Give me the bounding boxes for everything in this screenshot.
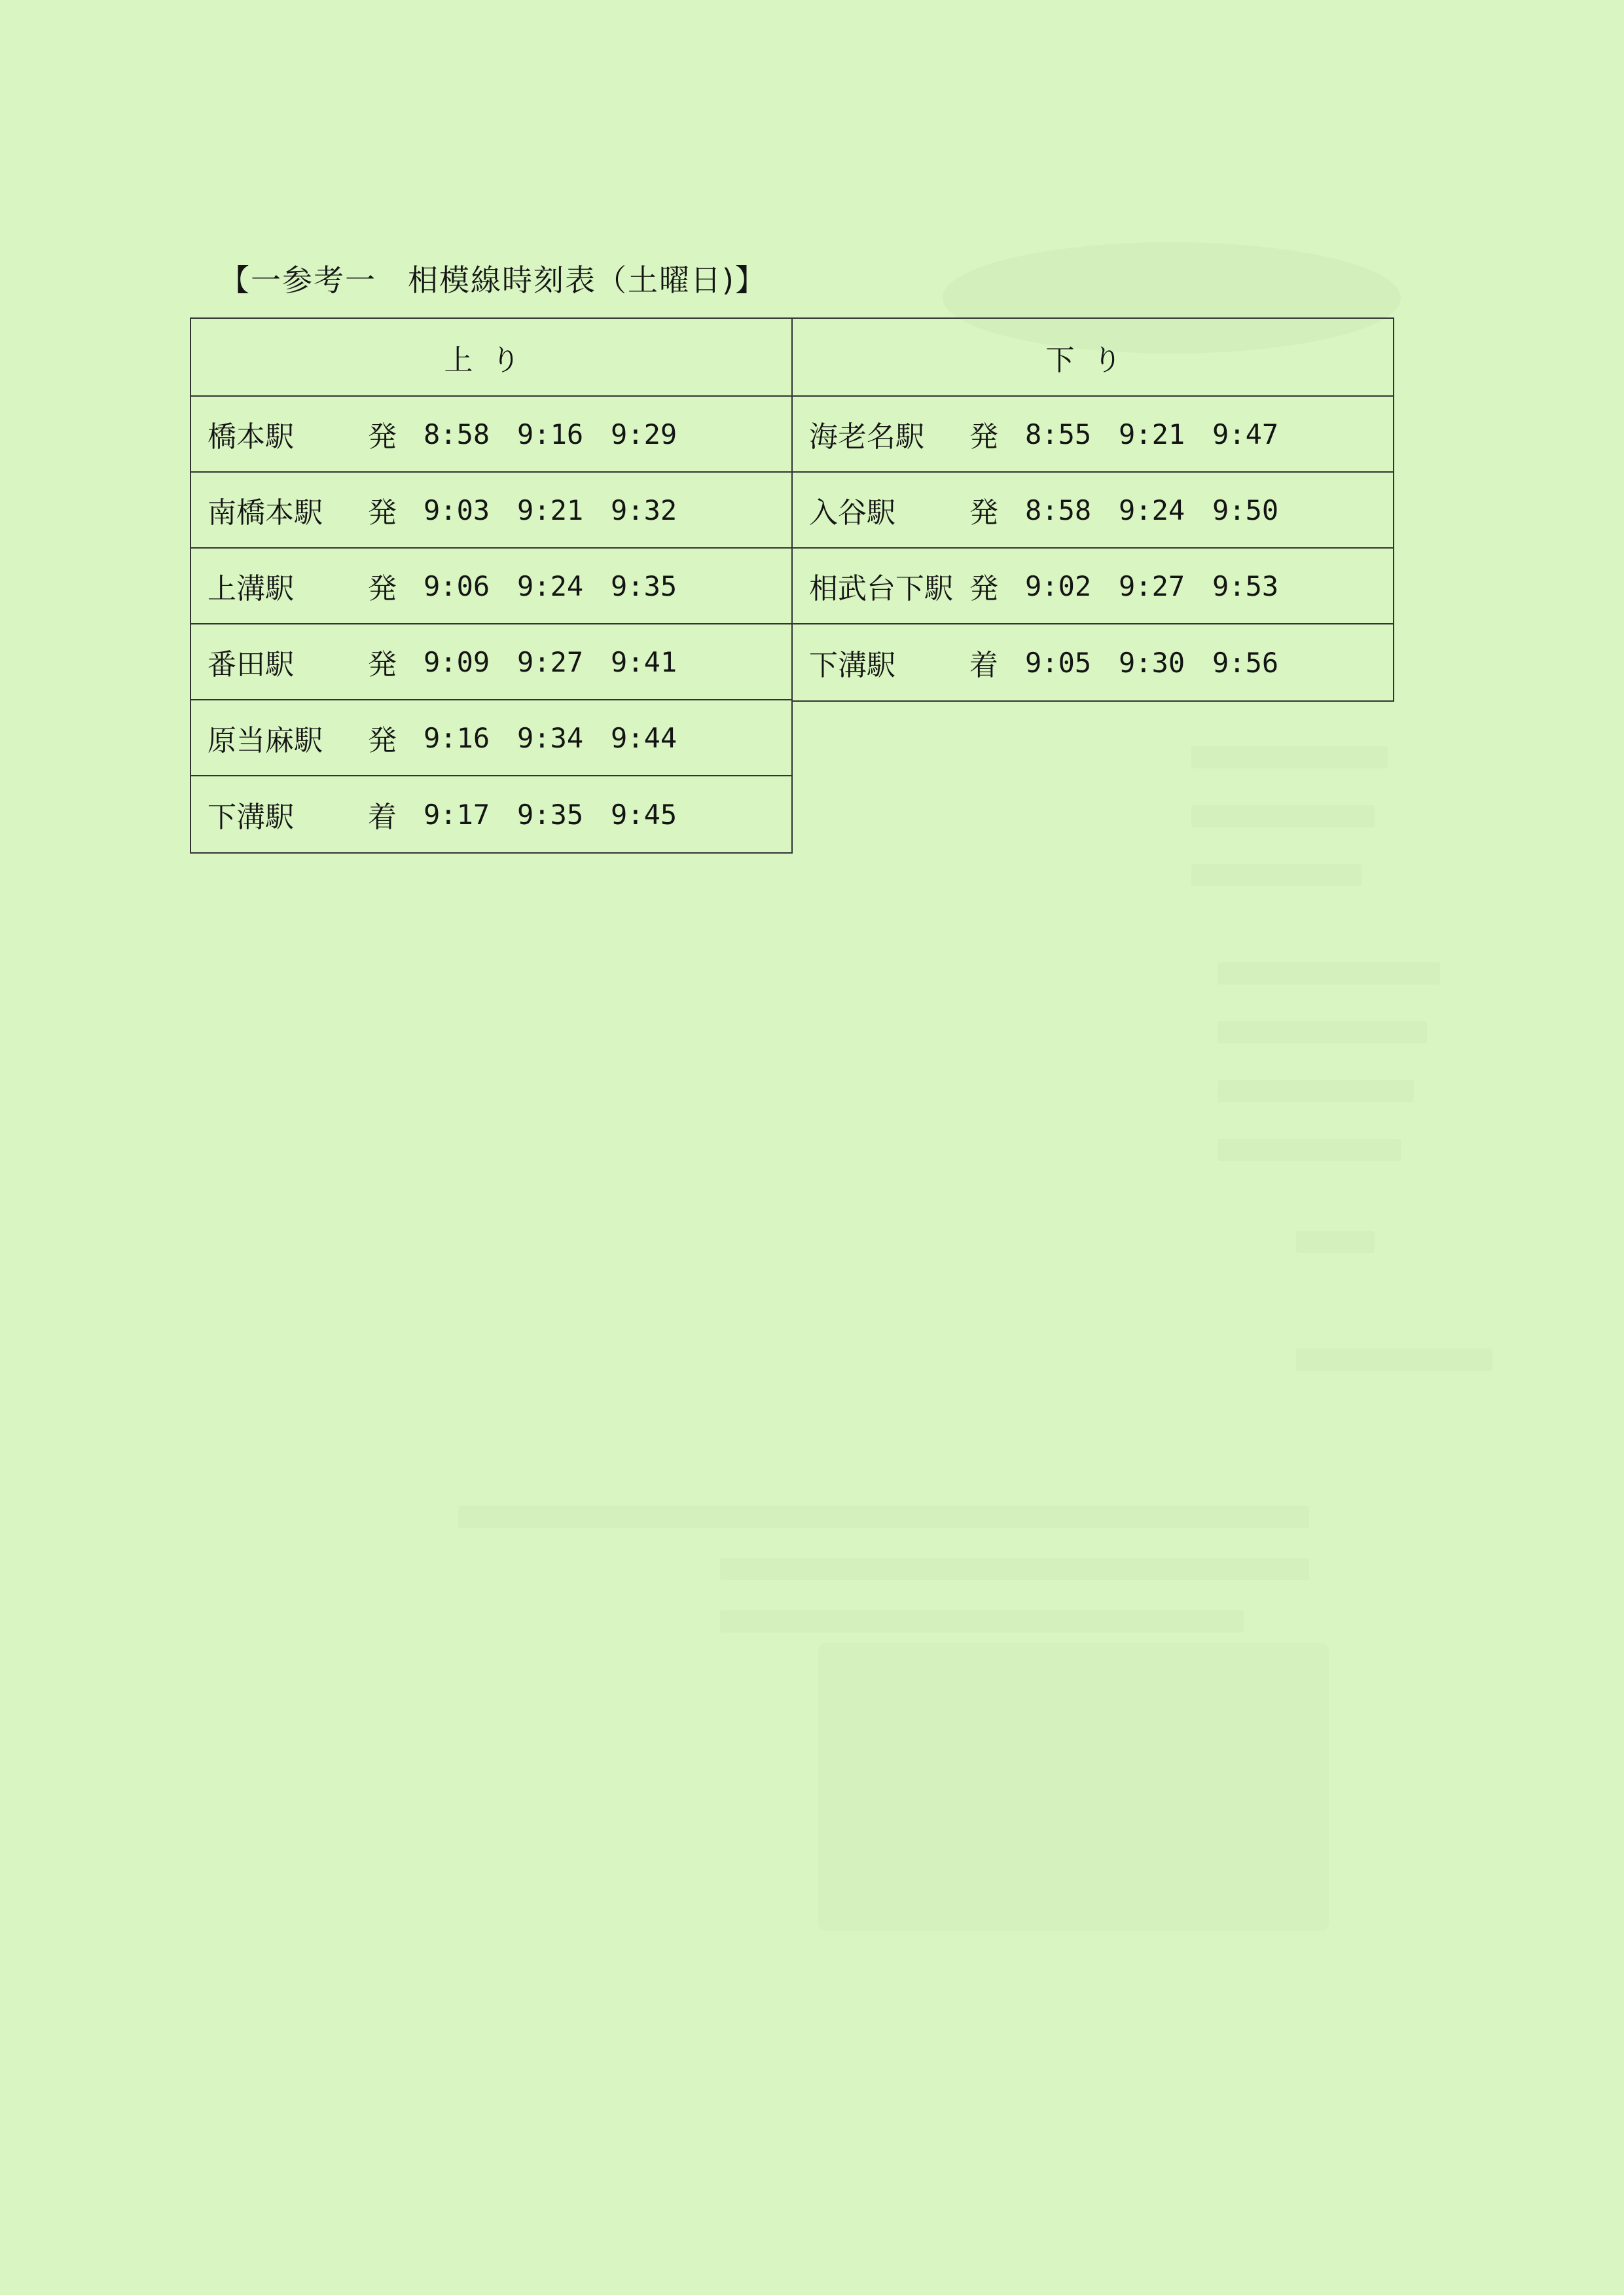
train-time: 8:58 [1025, 494, 1092, 526]
timetable-down [791, 317, 1394, 702]
train-time: 9:29 [611, 418, 677, 450]
train-time: 9:35 [611, 569, 677, 602]
timetable-down-header: 下り [793, 319, 1393, 397]
station-name: 南橋本駅 [208, 496, 323, 530]
timetable-up [190, 317, 793, 854]
train-time: 9:06 [424, 569, 490, 602]
timetable-row [191, 473, 791, 549]
departure-arrival-type: 発 [969, 572, 998, 605]
departure-arrival-type: 着 [969, 649, 998, 682]
page-title: 【一参考一 相模線時刻表（土曜日)】 [219, 262, 767, 298]
train-time: 9:27 [517, 645, 584, 678]
timetable-row [793, 473, 1393, 549]
train-time: 9:24 [517, 569, 584, 602]
background-photo-show-through [818, 1643, 1329, 1931]
timetable-row [191, 776, 791, 852]
timetable-row [793, 624, 1393, 700]
departure-arrival-type: 発 [368, 496, 397, 530]
train-time: 9:45 [611, 798, 677, 831]
train-time: 9:17 [424, 798, 490, 831]
timetable-row [191, 397, 791, 473]
departure-arrival-type: 発 [368, 420, 397, 454]
train-time: 9:16 [517, 418, 584, 450]
departure-arrival-type: 発 [969, 496, 998, 530]
station-name: 入谷駅 [809, 496, 895, 530]
timetable-row [793, 397, 1393, 473]
train-time: 9:47 [1212, 418, 1279, 450]
timetable-row [191, 549, 791, 624]
station-name: 下溝駅 [809, 649, 895, 682]
timetable-up-header: 上り [191, 319, 791, 397]
train-time: 9:41 [611, 645, 677, 678]
train-time: 9:21 [1119, 418, 1185, 450]
train-time: 9:53 [1212, 569, 1279, 602]
train-time: 9:05 [1025, 646, 1092, 679]
station-name: 海老名駅 [809, 420, 924, 454]
departure-arrival-type: 発 [969, 420, 998, 454]
timetable-row [191, 700, 791, 776]
station-name: 番田駅 [208, 648, 294, 681]
train-time: 8:58 [424, 418, 490, 450]
departure-arrival-type: 発 [368, 724, 397, 757]
station-name: 下溝駅 [208, 801, 294, 834]
timetable-row [793, 549, 1393, 624]
train-time: 9:44 [611, 721, 677, 754]
train-time: 9:30 [1119, 646, 1185, 679]
train-time: 9:03 [424, 494, 490, 526]
departure-arrival-type: 着 [368, 801, 397, 834]
train-time: 9:02 [1025, 569, 1092, 602]
train-time: 9:09 [424, 645, 490, 678]
departure-arrival-type: 発 [368, 572, 397, 605]
station-name: 相武台下駅 [809, 572, 953, 605]
train-time: 9:21 [517, 494, 584, 526]
station-name: 橋本駅 [208, 420, 294, 454]
train-time: 9:24 [1119, 494, 1185, 526]
train-time: 9:34 [517, 721, 584, 754]
train-time: 8:55 [1025, 418, 1092, 450]
train-time: 9:50 [1212, 494, 1279, 526]
train-time: 9:35 [517, 798, 584, 831]
train-time: 9:32 [611, 494, 677, 526]
timetable-row [191, 624, 791, 700]
train-time: 9:16 [424, 721, 490, 754]
station-name: 原当麻駅 [208, 724, 323, 757]
station-name: 上溝駅 [208, 572, 294, 605]
departure-arrival-type: 発 [368, 648, 397, 681]
train-time: 9:56 [1212, 646, 1279, 679]
train-time: 9:27 [1119, 569, 1185, 602]
